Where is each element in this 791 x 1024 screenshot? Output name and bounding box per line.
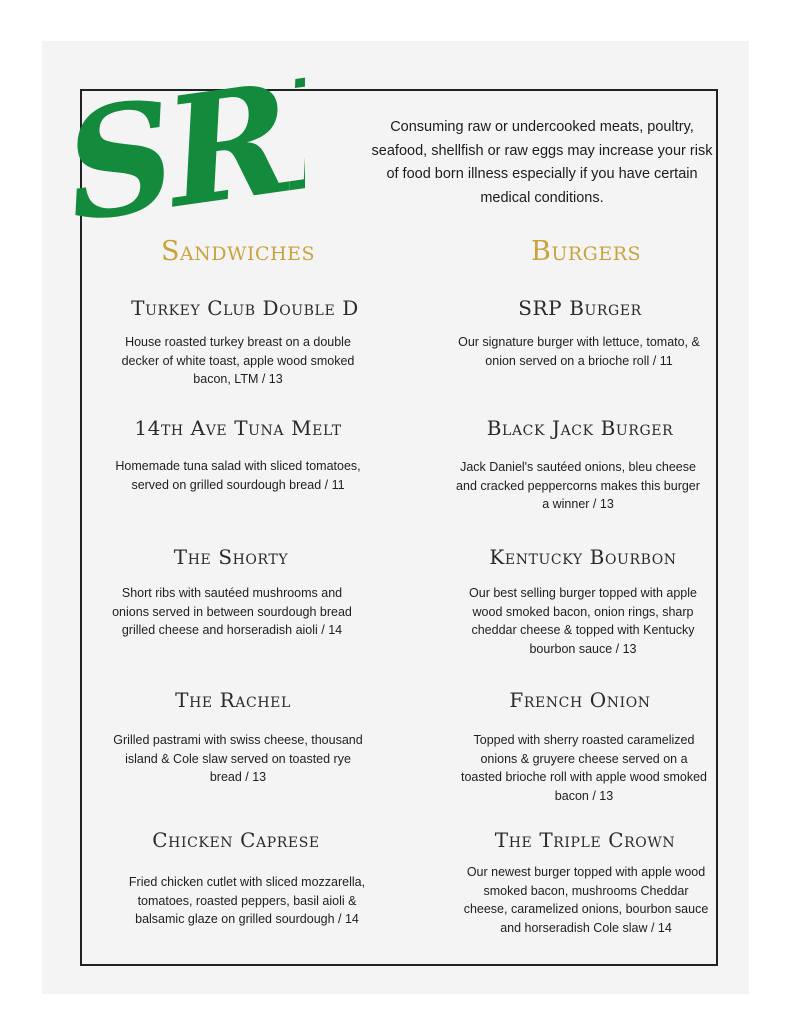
burgers-heading: Burgers (530, 236, 642, 267)
menu-item-name: The Triple Crown (494, 828, 676, 852)
menu-item-desc: Grilled pastrami with swiss cheese, thousand island & Cole slaw served on toasted rye bread / 13 (113, 733, 363, 784)
menu-item-desc: Our signature burger with lettuce, tomato, & onion served on a brioche roll / 11 (458, 335, 700, 368)
menu-item-desc: Homemade tuna salad with sliced tomatoes, served on grilled sourdough bread / 11 (115, 459, 361, 492)
menu-item-desc: Fried chicken cutlet with sliced mozzarella, tomatoes, roasted peppers, basil aioli & balsamic glaze on grilled sourdough / 14 (128, 875, 366, 926)
menu-item-desc: Jack Daniel's sautéed onions, bleu cheese and cracked peppercorns makes this burger a winner / 13 (456, 460, 700, 511)
menu-item-name: French Onion (509, 688, 651, 712)
menu-item-desc: House roasted turkey breast on a double decker of white toast, apple wood smoked bacon, LTM / 13 (121, 335, 355, 386)
menu-item-desc: Our newest burger topped with apple wood smoked bacon, mushrooms Cheddar cheese, caramelized onions, bourbon sauce and horseradish Cole slaw / 14 (463, 865, 709, 935)
menu-item-name: 14th Ave Tuna Melt (134, 416, 342, 440)
menu-item-name: Chicken Caprese (152, 828, 320, 852)
menu-item-desc: Short ribs with sautéed mushrooms and onions served in between sourdough bread grilled cheese and horseradish aioli / 14 (112, 586, 352, 637)
menu-item-name: The Rachel (175, 688, 291, 712)
logo-text: SRP (60, 40, 305, 235)
srp-logo (60, 40, 305, 235)
menu-item-name: Black Jack Burger (486, 416, 674, 440)
menu-item-desc: Topped with sherry roasted caramelized onions & gruyere cheese served on a toasted brioche roll with apple wood smoked bacon / 13 (461, 733, 707, 803)
menu-item-name: The Shorty (173, 545, 289, 569)
food-safety-warning: Consuming raw or undercooked meats, poultry, seafood, shellfish or raw eggs may increase your risk of food born illness especially if you have certain medical conditions. (371, 119, 713, 206)
menu-item-name: SRP Burger (518, 296, 642, 320)
menu-item-name: Turkey Club Double D (131, 296, 359, 320)
menu-item-desc: Our best selling burger topped with apple wood smoked bacon, onion rings, sharp cheddar cheese & topped with Kentucky bourbon sauce / 13 (469, 586, 697, 656)
menu-item-name: Kentucky Bourbon (489, 545, 677, 569)
sandwiches-heading: Sandwiches (160, 236, 316, 267)
